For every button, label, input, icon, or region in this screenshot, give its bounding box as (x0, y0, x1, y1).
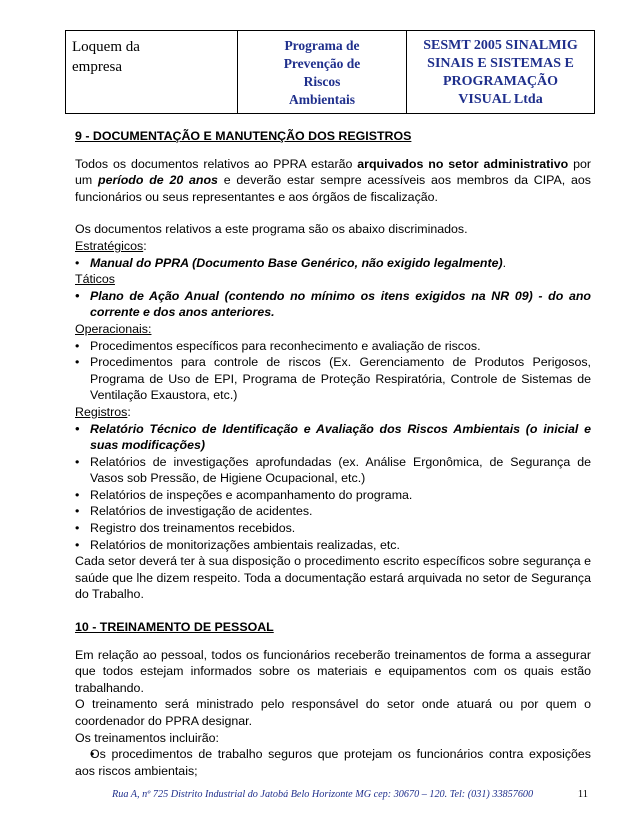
list-item: • Relatórios de investigações aprofundadas (ex. Análise Ergonômica, de Segurança de Vasos sob Pressão, de Higiene Ocupacional, etc.) (75, 454, 591, 487)
page-number: 11 (577, 789, 588, 800)
list-item: • Os procedimentos de trabalho seguros que protejam os funcionários contra exposições aos riscos ambientais; (75, 746, 591, 779)
training-list (75, 746, 591, 779)
section-9-title: 9 - DOCUMENTAÇÃO E MANUTENÇÃO DOS REGISTROS (75, 129, 412, 143)
company-cell (66, 31, 238, 113)
records-label: Registros (75, 404, 128, 419)
strategic-list (75, 255, 591, 272)
tactical-list (75, 288, 591, 321)
program-title-line3: Riscos (303, 74, 341, 89)
list-item: • Registro dos treinamentos recebidos. (75, 520, 591, 537)
list-item: • Procedimentos para controle de riscos (Ex. Gerenciamento de Produtos Perigosos, Programa de Uso de EPI, Programa de Proteção Respiratória, Controle de Sistemas de Ventilação Exaustora, etc.) (75, 354, 591, 404)
list-item (75, 255, 591, 272)
footer-address: Rua A, nº 725 Distrito Industrial do Jatobá Belo Horizonte MG cep: 30670 – 120. Tel: (031) 33857600 (112, 789, 534, 800)
list-item: • Relatório Técnico de Identificação e Avaliação dos Riscos Ambientais (o inicial e suas modificações) (75, 421, 591, 454)
program-title-line1: Programa de (284, 38, 360, 53)
section-10-title: 10 - TREINAMENTO DE PESSOAL (75, 620, 274, 635)
operational-heading: Operacionais: (75, 321, 152, 336)
author-line2: SINAIS E SISTEMAS E (427, 56, 574, 71)
author-line3: PROGRAMAÇÃO (442, 74, 559, 89)
document-body (75, 128, 591, 779)
records-heading (75, 404, 591, 421)
list-item: • Relatórios de monitorizações ambientais realizadas, etc. (75, 537, 591, 554)
emphasis-retention-period: período de 20 anos (98, 173, 218, 188)
section-10-paragraph-2: O treinamento será ministrado pelo responsável do setor onde atuará ou por quem o coordenador do PPRA designar. (75, 697, 591, 728)
section-10-paragraph-3: Os treinamentos incluirão: (75, 730, 219, 745)
author-line4: VISUAL Ltda (458, 92, 543, 107)
text-run: e deverão estar sempre acessíveis aos membros da CIPA, aos funcionários ou seus representantes e aos órgãos de fiscalização. (75, 173, 591, 204)
author-cell (407, 31, 594, 113)
header-table (65, 30, 595, 114)
strategic-heading (75, 238, 591, 255)
author-line1: SESMT 2005 SINALMIG (423, 38, 578, 53)
program-cell (238, 31, 407, 113)
text-run: . (502, 255, 507, 270)
tactical-heading: Táticos (75, 272, 115, 287)
text-run: por um (75, 156, 591, 188)
company-name: Loquem da (72, 39, 140, 55)
section-9-paragraph-3: Cada setor deverá ter à sua disposição o procedimento escrito específicos sobre segurança e saúde que lhe dizem respeito. Toda a documentação estará arquivada no setor de Segurança do Trabalho. (75, 554, 591, 602)
program-title-line4: Ambientais (288, 92, 355, 107)
text-run: : (127, 404, 131, 419)
list-item: • Relatórios de inspeções e acompanhamento do programa. (75, 487, 591, 504)
section-10-paragraph-1: Em relação ao pessoal, todos os funcionários receberão treinamentos de forma a assegurar que todos estejam informados sobre os materiais e equipamentos com os quais estão trabalhando. (75, 647, 591, 695)
strategic-item: Manual do PPRA (Documento Base Genérico, não exigido legalmente) (90, 255, 503, 270)
operational-list (75, 338, 591, 404)
strategic-label: Estratégicos (75, 238, 144, 253)
program-title-line2: Prevenção de (283, 56, 361, 71)
list-item: • Relatórios de investigação de acidentes. (75, 503, 591, 520)
company-name-line2: empresa (72, 59, 122, 75)
text-run: Todos os documentos relativos ao PPRA estarão (75, 156, 358, 171)
section-9-paragraph-1 (75, 156, 591, 206)
list-item: • Procedimentos específicos para reconhecimento e avaliação de riscos. (75, 338, 591, 355)
section-9-paragraph-2: Os documentos relativos a este programa são os abaixo discriminados. (75, 222, 468, 237)
text-run: : (143, 238, 147, 253)
list-item: • Plano de Ação Anual (contendo no mínimo os itens exigidos na NR 09) - do ano corrente e dos anos anteriores. (75, 288, 591, 321)
emphasis-archive-location: arquivados no setor administrativo (357, 156, 569, 171)
records-list (75, 421, 591, 554)
